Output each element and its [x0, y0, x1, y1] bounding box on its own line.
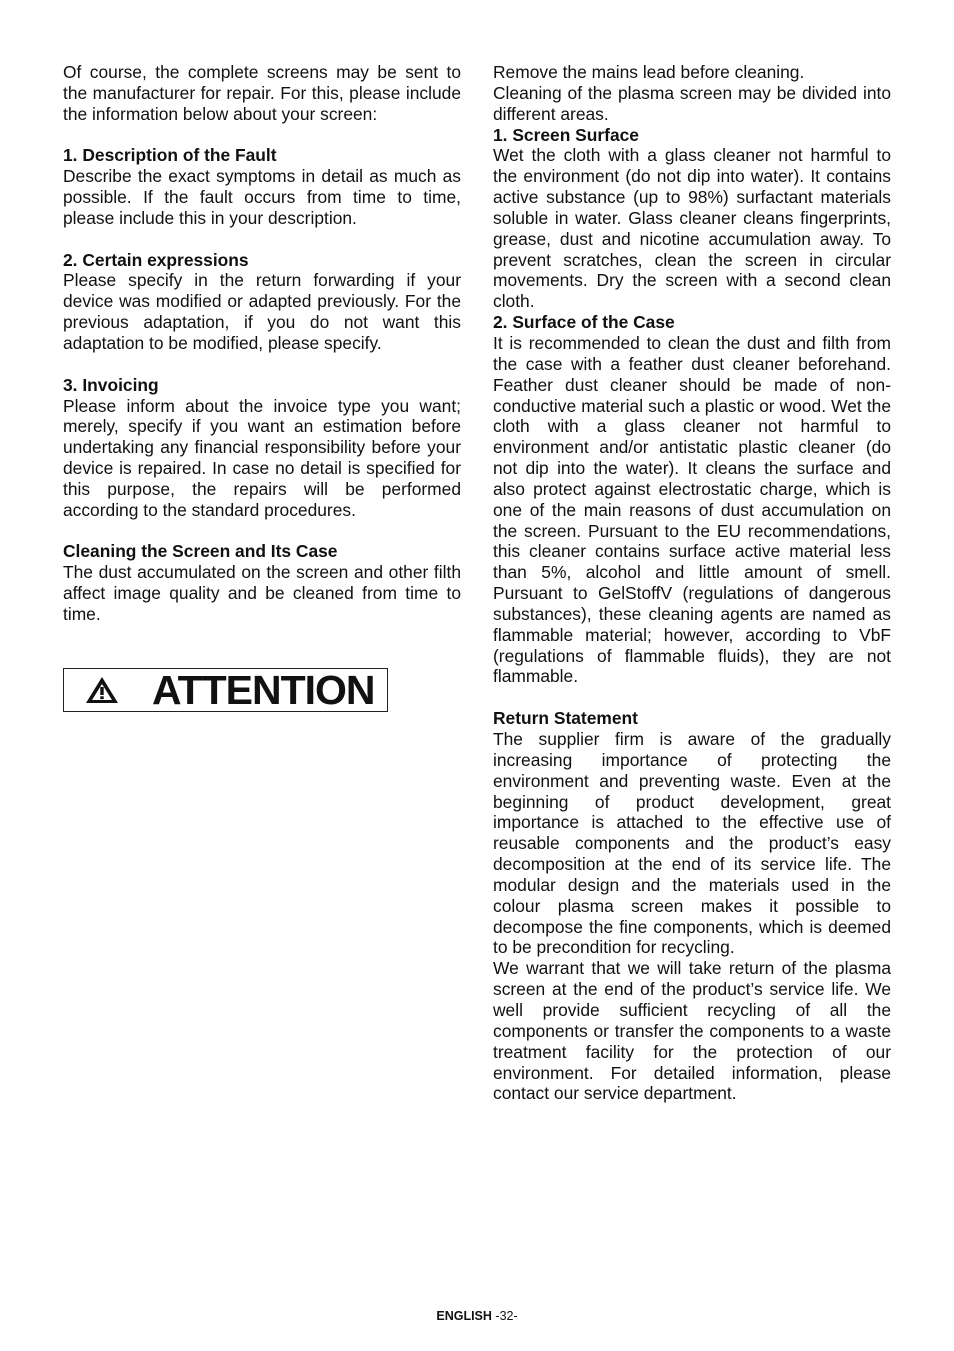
screen-surface-text: Wet the cloth with a glass cleaner not harmful to the environment (do not dip into water). It contains active substance (up to 98%) surfactant materials soluble in water. Glass cleaner cleans fingerprints, grease, dust and nicotine accumulation away. To prevent scratches, clean the screen in circular movements. Dry the screen with a second clean cloth.: [493, 145, 891, 312]
fault-description-text: Describe the exact symptoms in detail as much as possible. If the fault occurs from time to time, please include this in your description.: [63, 166, 461, 228]
case-surface-heading: 2. Surface of the Case: [493, 312, 675, 333]
certain-expressions-text: Please specify in the return forwarding if your device was modified or adapted previously. For the previous adaptation, if you do not want this adaptation to be modified, please specify.: [63, 270, 461, 353]
footer-language: ENGLISH: [436, 1309, 492, 1323]
case-surface-text: It is recommended to clean the dust and filth from the case with a feather dust cleaner beforehand. Feather dust cleaner should be made of non-conductive material such a plastic or wood. Wet the cloth with a glass cleaner not harmful to environment and/or antistatic plastic cleaner (do not dip into the water). It cleans the surface and also protect against electrostatic charge, which is one of the main reasons of dust accumulation on the screen. Pursuant to the EU recommendations, this cleaner contains surface active material less than 5%, alcohol and little amount of smell. Pursuant to GelStoffV (regulations of dangerous substances), these cleaning agents are named as flammable material; however, according to VbF (regulations of flammable fluids), they are not flammable.: [493, 332, 891, 687]
cleaning-heading: Cleaning the Screen and Its Case: [63, 541, 338, 562]
remove-mains-text: Remove the mains lead before cleaning.: [493, 62, 805, 82]
cleaning-text: The dust accumulated on the screen and other filth affect image quality and be cleaned from time to time.: [63, 562, 461, 624]
warning-triangle-icon: [84, 675, 120, 705]
attention-banner: [63, 668, 388, 712]
footer-page-number: -32-: [495, 1309, 518, 1323]
fault-description-heading: 1. Description of the Fault: [63, 145, 277, 166]
invoicing-text: Please inform about the invoice type you want; merely, specify if you want an estimation before undertaking any financial responsibility before your device is repaired. In case no detail is specified for this purpose, the repairs will be performed according to the standard procedures.: [63, 395, 461, 520]
intro-paragraph: Of course, the complete screens may be sent to the manufacturer for repair. For this, please include the information below about your screen:: [63, 62, 461, 124]
attention-label: ATTENTION: [152, 666, 375, 713]
right-column: [493, 62, 891, 1104]
screen-surface-heading: 1. Screen Surface: [493, 124, 639, 145]
return-statement-heading: Return Statement: [493, 708, 638, 729]
return-statement-text: The supplier firm is aware of the gradually increasing importance of protecting the environment and preventing waste. Even at the beginning of product development, great importance is attached to the effective use of reusable components and the product’s easy decomposition at the end of its service life. The modular design and the materials used in the colour plasma screen makes it possible to decompose the fine components, which is deemed to be precondition for recycling.: [493, 729, 891, 958]
page-footer: [0, 1309, 954, 1323]
invoicing-heading: 3. Invoicing: [63, 374, 159, 395]
left-column: [63, 62, 461, 625]
certain-expressions-heading: 2. Certain expressions: [63, 249, 249, 270]
return-warranty-text: We warrant that we will take return of the plasma screen at the end of the product’s service life. We well provide sufficient recycling of all the components or transfer the components to a waste treatment facility for the protection of our environment. For detailed information, please contact our service department.: [493, 958, 891, 1104]
cleaning-areas-text: Cleaning of the plasma screen may be divided into different areas.: [493, 82, 891, 124]
